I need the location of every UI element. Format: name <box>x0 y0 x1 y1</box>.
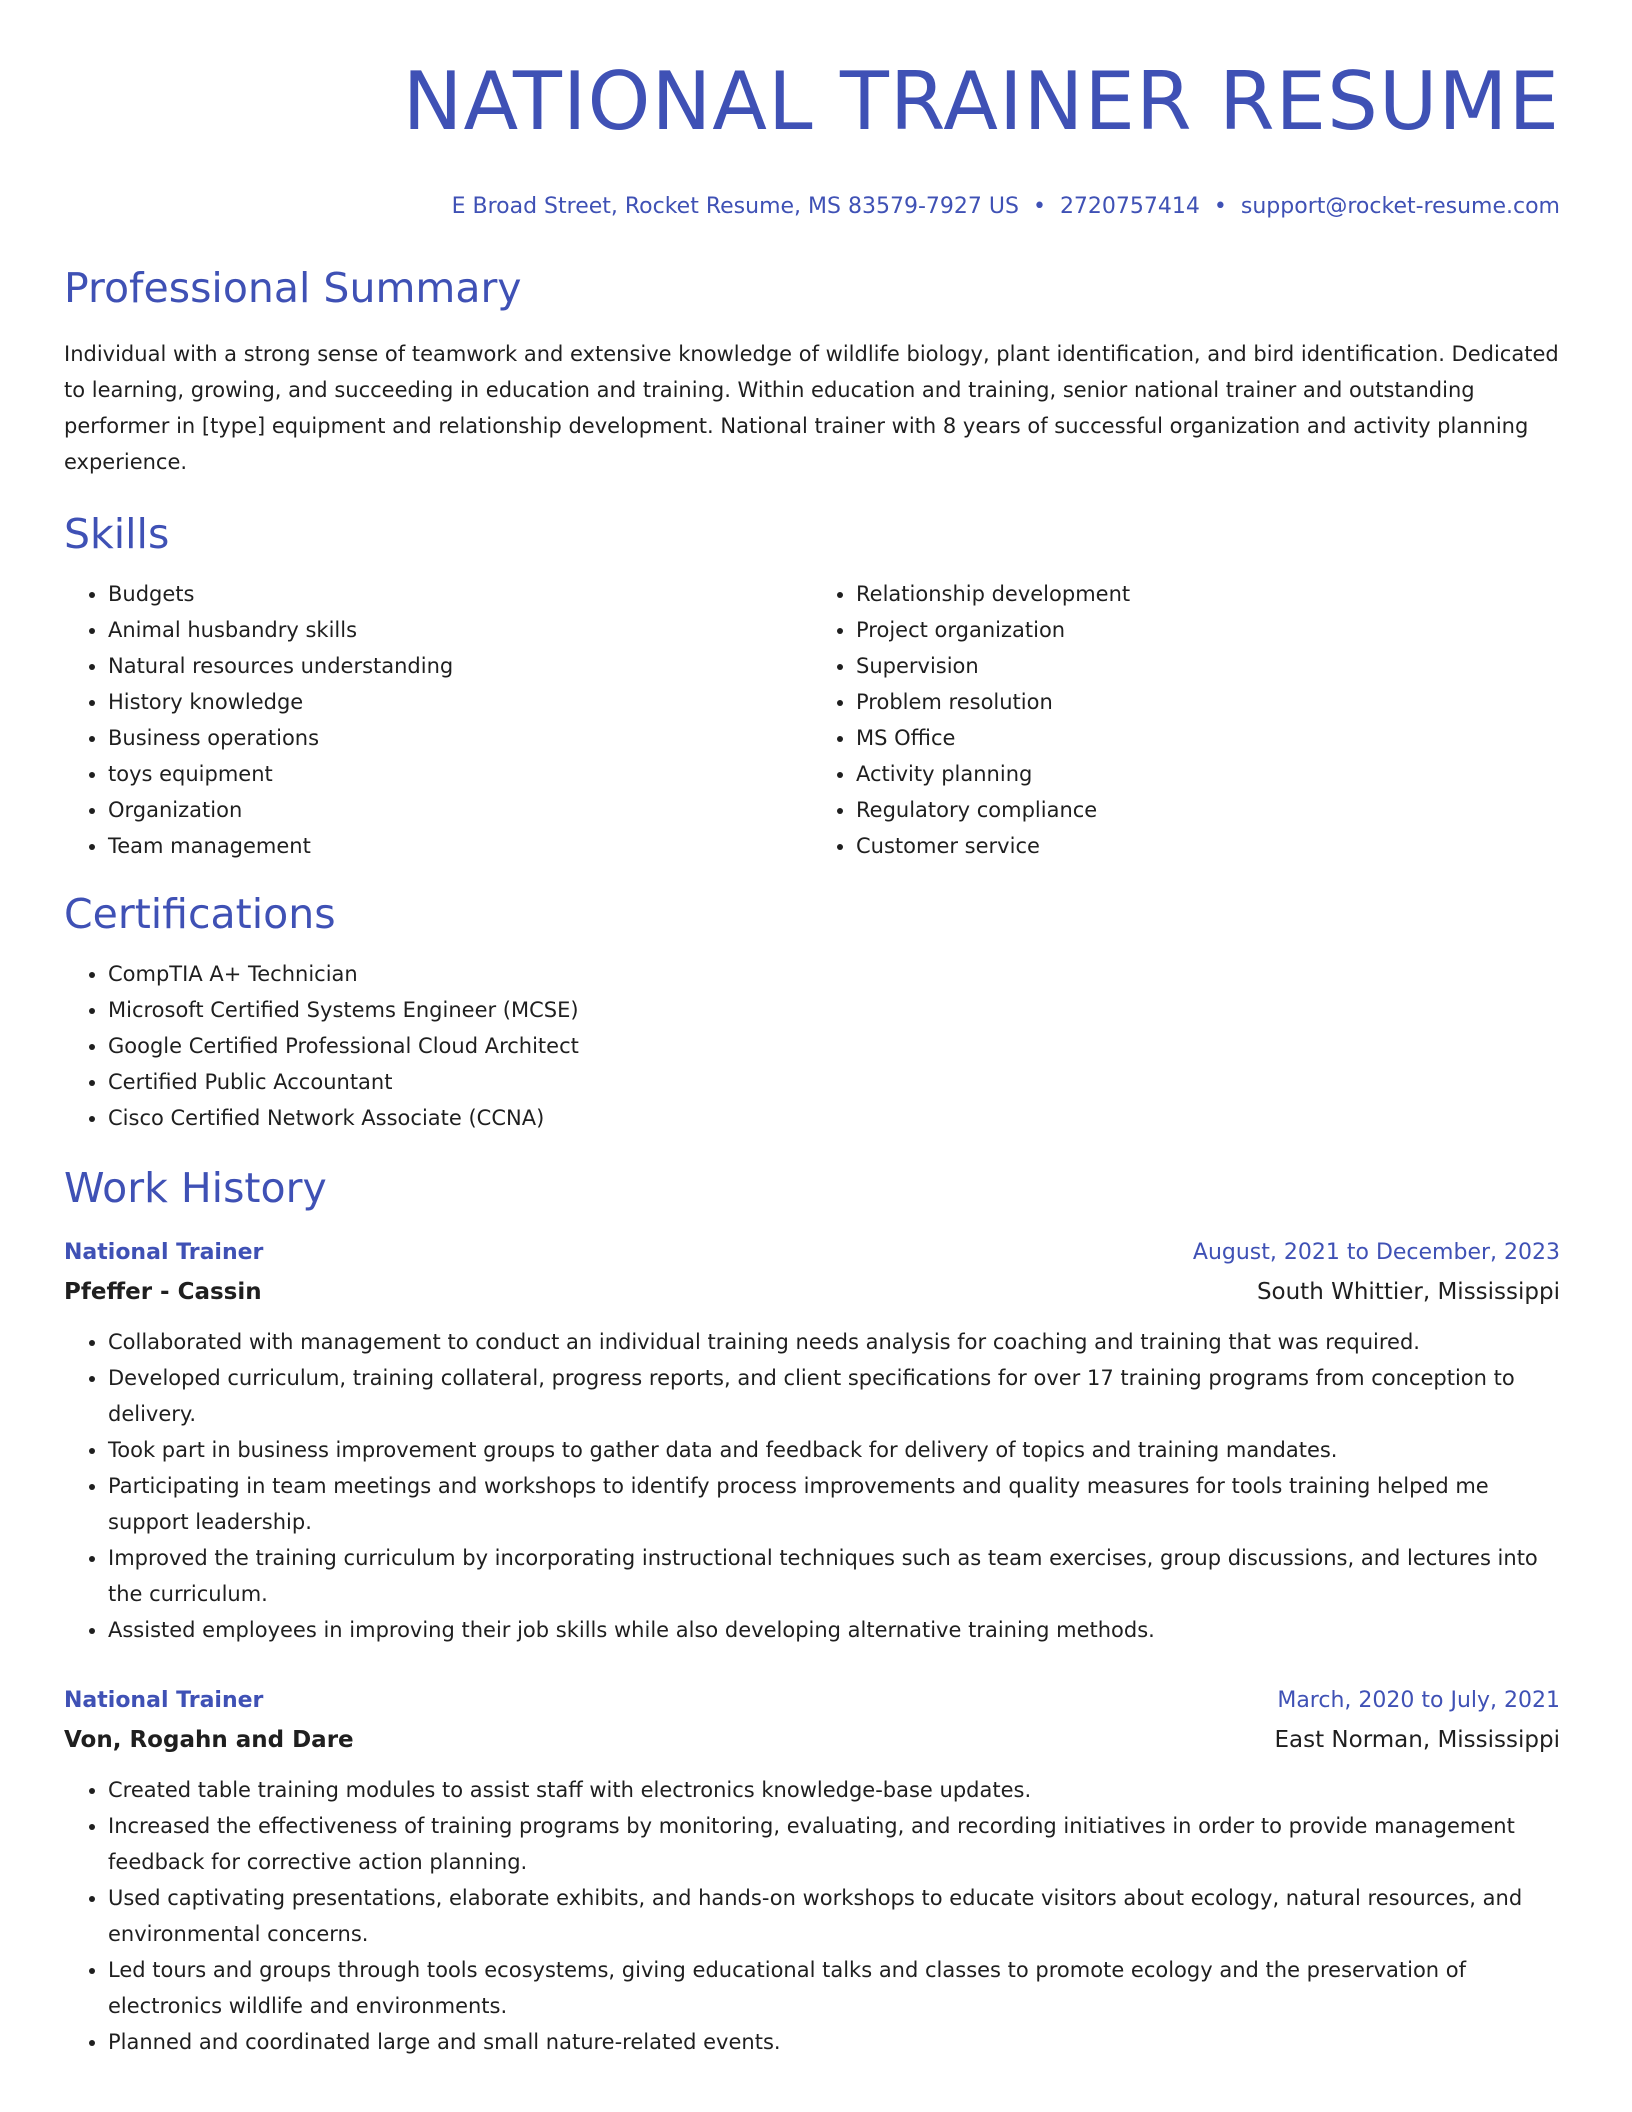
certifications-list <box>64 956 1560 1136</box>
job-bullet: • Took part in business improvement groups to gather data and feedback for delivery of topics and training mandates. <box>108 1432 1560 1468</box>
skill-item: • History knowledge <box>108 684 812 720</box>
job-location: East Norman, Mississippi <box>1274 1727 1560 1753</box>
job-bullets <box>64 1772 1560 2060</box>
summary-heading: Professional Summary <box>64 264 522 312</box>
job-location: South Whittier, Mississippi <box>1256 1279 1560 1305</box>
skill-item: • Business operations <box>108 720 812 756</box>
certification-item: • Certified Public Accountant <box>108 1064 1560 1100</box>
resume-page <box>64 0 1560 2060</box>
job-bullet: • Planned and coordinated large and small nature-related events. <box>108 2024 1560 2060</box>
job-bullet: • Led tours and groups through tools ecosystems, giving educational talks and classes to promote ecology and the preservation of electronics wildlife and environments. <box>108 1952 1560 2024</box>
skill-item: • Organization <box>108 792 812 828</box>
job-bullet: • Increased the effectiveness of training programs by monitoring, evaluating, and recording initiatives in order to provide management feedback for corrective action planning. <box>108 1808 1560 1880</box>
job-title: National Trainer <box>64 1240 264 1265</box>
skill-item: • Activity planning <box>856 756 1560 792</box>
job-bullet: • Participating in team meetings and workshops to identify process improvements and quality measures for tools training helped me support leadership. <box>108 1468 1560 1540</box>
certification-item: • Cisco Certified Network Associate (CCNA) <box>108 1100 1560 1136</box>
contact-separator: • <box>1213 194 1227 219</box>
skills-heading: Skills <box>64 510 170 558</box>
contact-email: support@rocket-resume.com <box>1240 194 1560 219</box>
job-header-row <box>64 1234 1560 1272</box>
job-bullet: • Created table training modules to assist staff with electronics knowledge-base updates. <box>108 1772 1560 1808</box>
contact-address: E Broad Street, Rocket Resume, MS 83579-7927 US <box>451 194 1019 219</box>
certification-item: • Google Certified Professional Cloud Architect <box>108 1028 1560 1064</box>
skills-grid <box>64 576 1560 864</box>
job-company-row <box>64 1720 1560 1760</box>
work-history-heading: Work History <box>64 1164 327 1212</box>
skill-item: • Team management <box>108 828 812 864</box>
skill-item: • MS Office <box>856 720 1560 756</box>
skill-item: • Supervision <box>856 648 1560 684</box>
certifications-heading: Certifications <box>64 890 336 938</box>
skill-item: • Relationship development <box>856 576 1560 612</box>
job-bullet: • Developed curriculum, training collateral, progress reports, and client specifications for over 17 training programs from conception to delivery. <box>108 1360 1560 1432</box>
skill-item: • Animal husbandry skills <box>108 612 812 648</box>
skill-item: • Project organization <box>856 612 1560 648</box>
job-bullet: • Assisted employees in improving their job skills while also developing alternative training methods. <box>108 1612 1560 1648</box>
job-bullet: • Collaborated with management to conduct an individual training needs analysis for coaching and training that was required. <box>108 1324 1560 1360</box>
summary-text: Individual with a strong sense of teamwork and extensive knowledge of wildlife biology, plant identification, and bird identification. Dedicated to learning, growing, and succeeding in education and training. Within education and training, senior national trainer and outstanding performer in [type] equipment and relationship development. National trainer with 8 years of successful organization and activity planning experience. <box>64 342 1559 474</box>
contact-phone: 2720757414 <box>1059 194 1200 219</box>
skill-item: • Natural resources understanding <box>108 648 812 684</box>
job-bullet: • Improved the training curriculum by incorporating instructional techniques such as team exercises, group discussions, and lectures into the curriculum. <box>108 1540 1560 1612</box>
resume-title: NATIONAL TRAINER RESUME <box>402 55 1560 148</box>
job-entry <box>64 1234 1560 1648</box>
job-bullets <box>64 1324 1560 1648</box>
skill-item: • Problem resolution <box>856 684 1560 720</box>
skill-item: • Budgets <box>108 576 812 612</box>
job-company: Pfeffer - Cassin <box>64 1279 262 1305</box>
job-title: National Trainer <box>64 1688 264 1713</box>
skill-item: • Regulatory compliance <box>856 792 1560 828</box>
certification-item: • CompTIA A+ Technician <box>108 956 1560 992</box>
skill-item: • toys equipment <box>108 756 812 792</box>
job-dates: August, 2021 to December, 2023 <box>1192 1240 1560 1265</box>
contact-line <box>64 192 1560 222</box>
certification-item: • Microsoft Certified Systems Engineer (MCSE) <box>108 992 1560 1028</box>
skills-list-right <box>812 576 1560 864</box>
skills-list-left <box>64 576 812 864</box>
job-header-row <box>64 1682 1560 1720</box>
contact-separator: • <box>1032 194 1046 219</box>
job-bullet: • Used captivating presentations, elaborate exhibits, and hands-on workshops to educate visitors about ecology, natural resources, and environmental concerns. <box>108 1880 1560 1952</box>
job-company-row <box>64 1272 1560 1312</box>
skill-item: • Customer service <box>856 828 1560 864</box>
job-company: Von, Rogahn and Dare <box>64 1727 354 1753</box>
job-entry <box>64 1682 1560 2060</box>
job-dates: March, 2020 to July, 2021 <box>1277 1688 1560 1713</box>
